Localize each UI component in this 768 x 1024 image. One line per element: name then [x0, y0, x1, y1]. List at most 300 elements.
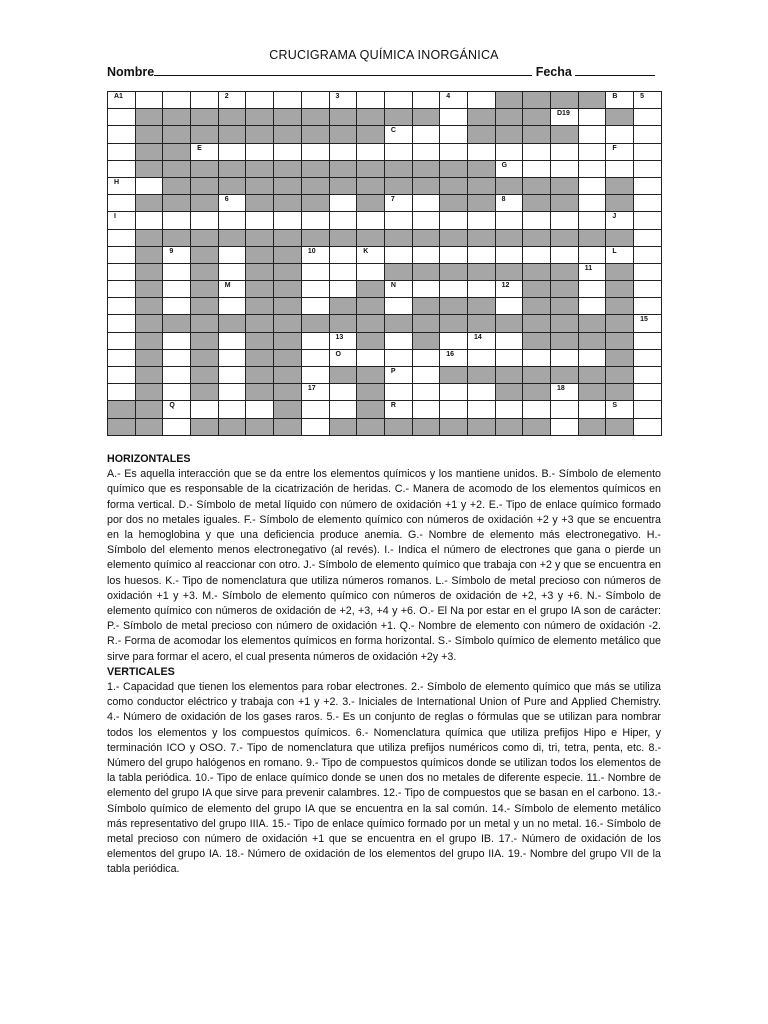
blocked-cell: [495, 109, 523, 126]
answer-cell[interactable]: [218, 246, 246, 263]
answer-cell[interactable]: [329, 332, 357, 349]
answer-cell[interactable]: [578, 109, 606, 126]
answer-cell[interactable]: [440, 401, 468, 418]
answer-cell[interactable]: [440, 212, 468, 229]
answer-cell[interactable]: [467, 349, 495, 366]
answer-cell[interactable]: [108, 126, 136, 143]
answer-cell[interactable]: [163, 384, 191, 401]
clue-number-label: G: [501, 161, 508, 169]
answer-cell[interactable]: [578, 160, 606, 177]
blocked-cell: [440, 315, 468, 332]
answer-cell[interactable]: [108, 109, 136, 126]
answer-cell[interactable]: [634, 263, 662, 280]
answer-cell[interactable]: [246, 92, 274, 109]
clue-number-label: H: [114, 178, 120, 186]
answer-cell[interactable]: [329, 143, 357, 160]
answer-cell[interactable]: [301, 92, 329, 109]
answer-cell[interactable]: [606, 126, 634, 143]
answer-cell[interactable]: [108, 195, 136, 212]
blocked-cell: [246, 109, 274, 126]
answer-cell[interactable]: [163, 418, 191, 435]
answer-cell[interactable]: [467, 143, 495, 160]
answer-cell[interactable]: [606, 401, 634, 418]
blocked-cell: [301, 109, 329, 126]
answer-cell[interactable]: [578, 401, 606, 418]
answer-cell[interactable]: [108, 143, 136, 160]
answer-cell[interactable]: [301, 332, 329, 349]
answer-cell[interactable]: [191, 401, 219, 418]
blocked-cell: [551, 315, 579, 332]
answer-cell[interactable]: [495, 195, 523, 212]
answer-cell[interactable]: [163, 298, 191, 315]
answer-cell[interactable]: [274, 212, 302, 229]
blocked-cell: [440, 195, 468, 212]
answer-cell[interactable]: [412, 195, 440, 212]
answer-cell[interactable]: [634, 367, 662, 384]
blocked-cell: [135, 229, 163, 246]
answer-cell[interactable]: [634, 160, 662, 177]
answer-cell[interactable]: [218, 332, 246, 349]
answer-cell[interactable]: [634, 298, 662, 315]
answer-cell[interactable]: [301, 384, 329, 401]
answer-cell[interactable]: [551, 160, 579, 177]
answer-cell[interactable]: [467, 384, 495, 401]
answer-cell[interactable]: [551, 109, 579, 126]
answer-cell[interactable]: [440, 143, 468, 160]
answer-cell[interactable]: [163, 263, 191, 280]
answer-cell[interactable]: [412, 401, 440, 418]
answer-cell[interactable]: [357, 212, 385, 229]
answer-cell[interactable]: [301, 367, 329, 384]
answer-cell[interactable]: [523, 349, 551, 366]
blocked-cell: [274, 229, 302, 246]
answer-cell[interactable]: [495, 349, 523, 366]
answer-cell[interactable]: [301, 143, 329, 160]
answer-cell[interactable]: [467, 401, 495, 418]
answer-cell[interactable]: [606, 246, 634, 263]
clue-number-label: M: [224, 282, 231, 290]
answer-cell[interactable]: [108, 246, 136, 263]
answer-cell[interactable]: [440, 281, 468, 298]
blocked-cell: [357, 160, 385, 177]
answer-cell[interactable]: [191, 92, 219, 109]
answer-cell[interactable]: [357, 143, 385, 160]
answer-cell[interactable]: [218, 401, 246, 418]
answer-cell[interactable]: [578, 143, 606, 160]
clue-number-label: R: [390, 402, 396, 410]
blocked-cell: [246, 281, 274, 298]
answer-cell[interactable]: [578, 212, 606, 229]
answer-cell[interactable]: [108, 315, 136, 332]
answer-cell[interactable]: [551, 246, 579, 263]
answer-cell[interactable]: [163, 401, 191, 418]
blocked-cell: [191, 332, 219, 349]
blocked-cell: [606, 195, 634, 212]
answer-cell[interactable]: [523, 160, 551, 177]
answer-cell[interactable]: [246, 401, 274, 418]
blocked-cell: [606, 263, 634, 280]
blocked-cell: [467, 418, 495, 435]
answer-cell[interactable]: [384, 332, 412, 349]
answer-cell[interactable]: [412, 367, 440, 384]
grid-row: [108, 315, 662, 332]
answer-cell[interactable]: [412, 92, 440, 109]
grid-row: [108, 126, 662, 143]
answer-cell[interactable]: [634, 281, 662, 298]
answer-cell[interactable]: [218, 195, 246, 212]
blocked-cell: [329, 418, 357, 435]
blocked-cell: [135, 126, 163, 143]
answer-cell[interactable]: [163, 246, 191, 263]
answer-cell[interactable]: [301, 349, 329, 366]
blocked-cell: [467, 229, 495, 246]
vertical-heading: VERTICALES: [107, 665, 175, 678]
answer-cell[interactable]: [329, 212, 357, 229]
answer-cell[interactable]: [606, 92, 634, 109]
answer-cell[interactable]: [495, 212, 523, 229]
page-title: CRUCIGRAMA QUÍMICA INORGÁNICA: [269, 48, 499, 62]
answer-cell[interactable]: [108, 229, 136, 246]
clue-number-label: 4: [446, 93, 451, 100]
answer-cell[interactable]: [218, 384, 246, 401]
answer-cell[interactable]: [634, 246, 662, 263]
answer-cell[interactable]: [329, 246, 357, 263]
blocked-cell: [357, 418, 385, 435]
answer-cell[interactable]: [606, 143, 634, 160]
clue-number-label: D19: [557, 110, 570, 118]
clue-number-label: F: [612, 144, 617, 152]
answer-cell[interactable]: [301, 246, 329, 263]
blocked-cell: [551, 263, 579, 280]
answer-cell[interactable]: [246, 212, 274, 229]
clue-number-label: 8: [501, 196, 506, 204]
grid-row: [108, 229, 662, 246]
clue-number-label: B: [612, 93, 618, 100]
blocked-cell: [357, 332, 385, 349]
answer-cell[interactable]: [440, 384, 468, 401]
answer-cell[interactable]: [578, 281, 606, 298]
blocked-cell: [274, 298, 302, 315]
answer-cell[interactable]: [634, 384, 662, 401]
answer-cell[interactable]: [467, 246, 495, 263]
blocked-cell: [467, 315, 495, 332]
answer-cell[interactable]: [191, 143, 219, 160]
blocked-cell: [495, 263, 523, 280]
answer-cell[interactable]: [108, 384, 136, 401]
grid-row: [108, 160, 662, 177]
answer-cell[interactable]: [357, 349, 385, 366]
answer-cell[interactable]: [551, 418, 579, 435]
blocked-cell: [440, 298, 468, 315]
horizontal-clues: A.- Es aquella interacción que se da entre los elementos químicos y los mantiene unidos. B.- Símbolo de elemento químico que es responsable de la cicatrización de heridas. C.- Manera de acomodo de los elementos químicos en forma vertical. D.- Símbolo de metal líquido con número de oxidación +1 y +2. E.- Tipo de enlace químico formado por dos no metales iguales. F.- Símbolo de elemento químico con números de oxidación +2 y +3 que se encuentra en la hemoglobina y que una deficiencia produce anemia. G.- Nombre de elemento más electronegativo. H.- Símbolo del elemento menos electronegativo (al revés). I.- Indica el número de electrones que gana o pierde un elemento químico al reaccionar con otro. J.- Símbolo de elemento químico que trabaja con +2 y que se encuentra en los huesos. K.- Tipo de nomenclatura que utiliza números romanos. L.- Símbolo de metal precioso con números de oxidación +1 y +3. M.- Símbolo de elemento químico con números de oxidación de +2, +3 y +6. N.- Símbolo de elemento químico con números de oxidación de +2, +3, +4 y +6. O.- El Na por estar en el grupo IA son de carácter: P.- Símbolo de metal precioso con número de oxidación +1. Q.- Nombre de elemento con número de oxidación -2. R.- Forma de acomodar los elementos químicos en forma horizontal. S.- Símbolo químico de elemento metálico que sirve para formar el acero, el cual presenta números de oxidación +2y +3.: [107, 468, 661, 663]
answer-cell[interactable]: [634, 195, 662, 212]
answer-cell[interactable]: [301, 263, 329, 280]
date-field[interactable]: [575, 64, 655, 76]
answer-cell[interactable]: [578, 177, 606, 194]
answer-cell[interactable]: [551, 401, 579, 418]
blocked-cell: [135, 281, 163, 298]
answer-cell[interactable]: [301, 418, 329, 435]
horizontal-heading: HORIZONTALES: [107, 453, 191, 465]
answer-cell[interactable]: [467, 92, 495, 109]
blocked-cell: [606, 281, 634, 298]
answer-cell[interactable]: [578, 263, 606, 280]
answer-cell[interactable]: [634, 401, 662, 418]
clue-number-label: 12: [501, 282, 510, 290]
answer-cell[interactable]: [384, 126, 412, 143]
answer-cell[interactable]: [301, 281, 329, 298]
blocked-cell: [191, 246, 219, 263]
blocked-cell: [191, 315, 219, 332]
answer-cell[interactable]: [274, 143, 302, 160]
answer-cell[interactable]: [412, 384, 440, 401]
answer-cell[interactable]: [412, 281, 440, 298]
answer-cell[interactable]: [495, 143, 523, 160]
answer-cell[interactable]: [163, 92, 191, 109]
answer-cell[interactable]: [384, 384, 412, 401]
answer-cell[interactable]: [384, 298, 412, 315]
clue-number-label: L: [612, 247, 617, 255]
answer-cell[interactable]: [384, 281, 412, 298]
blocked-cell: [329, 367, 357, 384]
crossword-grid: [107, 91, 662, 436]
blocked-cell: [301, 315, 329, 332]
answer-cell[interactable]: [634, 332, 662, 349]
answer-cell[interactable]: [246, 143, 274, 160]
answer-cell[interactable]: [329, 384, 357, 401]
name-date-row: [107, 64, 659, 79]
blocked-cell: [357, 177, 385, 194]
answer-cell[interactable]: [384, 401, 412, 418]
answer-cell[interactable]: [606, 212, 634, 229]
answer-cell[interactable]: [634, 418, 662, 435]
answer-cell[interactable]: [163, 281, 191, 298]
blocked-cell: [606, 109, 634, 126]
answer-cell[interactable]: [108, 367, 136, 384]
answer-cell[interactable]: [440, 246, 468, 263]
answer-cell[interactable]: [108, 281, 136, 298]
answer-cell[interactable]: [218, 212, 246, 229]
answer-cell[interactable]: [108, 349, 136, 366]
answer-cell[interactable]: [384, 349, 412, 366]
answer-cell[interactable]: [578, 195, 606, 212]
answer-cell[interactable]: [634, 315, 662, 332]
clue-number-label: E: [197, 144, 202, 152]
answer-cell[interactable]: [523, 143, 551, 160]
answer-cell[interactable]: [495, 246, 523, 263]
answer-cell[interactable]: [551, 212, 579, 229]
blocked-cell: [495, 367, 523, 384]
answer-cell[interactable]: [634, 92, 662, 109]
blocked-cell: [606, 367, 634, 384]
answer-cell[interactable]: [551, 384, 579, 401]
answer-cell[interactable]: [301, 298, 329, 315]
name-field[interactable]: [154, 64, 532, 76]
blocked-cell: [523, 384, 551, 401]
answer-cell[interactable]: [218, 263, 246, 280]
answer-cell[interactable]: [218, 298, 246, 315]
clue-number-label: 15: [640, 316, 648, 324]
answer-cell[interactable]: [274, 92, 302, 109]
blocked-cell: [163, 315, 191, 332]
clue-number-label: C: [390, 127, 396, 135]
answer-cell[interactable]: [523, 212, 551, 229]
answer-cell[interactable]: [634, 109, 662, 126]
answer-cell[interactable]: [163, 349, 191, 366]
answer-cell[interactable]: [329, 195, 357, 212]
answer-cell[interactable]: [440, 126, 468, 143]
answer-cell[interactable]: [551, 143, 579, 160]
answer-cell[interactable]: [634, 126, 662, 143]
answer-cell[interactable]: [163, 212, 191, 229]
blocked-cell: [578, 92, 606, 109]
answer-cell[interactable]: [384, 246, 412, 263]
answer-cell[interactable]: [384, 143, 412, 160]
answer-cell[interactable]: [384, 92, 412, 109]
answer-cell[interactable]: [218, 143, 246, 160]
answer-cell[interactable]: [218, 349, 246, 366]
grid-row: [108, 401, 662, 418]
answer-cell[interactable]: [578, 246, 606, 263]
blocked-cell: [218, 126, 246, 143]
answer-cell[interactable]: [357, 263, 385, 280]
clue-number-label: 6: [224, 196, 229, 204]
answer-cell[interactable]: [218, 367, 246, 384]
answer-cell[interactable]: [578, 349, 606, 366]
blocked-cell: [440, 177, 468, 194]
blocked-cell: [274, 332, 302, 349]
grid-row: [108, 177, 662, 194]
blocked-cell: [551, 367, 579, 384]
blocked-cell: [329, 229, 357, 246]
answer-cell[interactable]: [440, 92, 468, 109]
blocked-cell: [412, 332, 440, 349]
answer-cell[interactable]: [634, 212, 662, 229]
answer-cell[interactable]: [467, 281, 495, 298]
blocked-cell: [606, 229, 634, 246]
answer-cell[interactable]: [301, 212, 329, 229]
grid-row: [108, 109, 662, 126]
blocked-cell: [274, 418, 302, 435]
answer-cell[interactable]: [412, 349, 440, 366]
blocked-cell: [246, 229, 274, 246]
answer-cell[interactable]: [412, 212, 440, 229]
blocked-cell: [412, 263, 440, 280]
blocked-cell: [467, 263, 495, 280]
blocked-cell: [412, 418, 440, 435]
answer-cell[interactable]: [467, 332, 495, 349]
blocked-cell: [384, 177, 412, 194]
answer-cell[interactable]: [634, 177, 662, 194]
answer-cell[interactable]: [440, 109, 468, 126]
answer-cell[interactable]: [108, 263, 136, 280]
blocked-cell: [523, 281, 551, 298]
blocked-cell: [163, 126, 191, 143]
blocked-cell: [440, 263, 468, 280]
blocked-cell: [357, 315, 385, 332]
answer-cell[interactable]: [163, 367, 191, 384]
answer-cell[interactable]: [108, 177, 136, 194]
answer-cell[interactable]: [108, 160, 136, 177]
answer-cell[interactable]: [191, 212, 219, 229]
answer-cell[interactable]: [440, 349, 468, 366]
answer-cell[interactable]: [495, 401, 523, 418]
answer-cell[interactable]: [495, 332, 523, 349]
answer-cell[interactable]: [440, 332, 468, 349]
answer-cell[interactable]: [523, 246, 551, 263]
answer-cell[interactable]: [135, 92, 163, 109]
blocked-cell: [163, 229, 191, 246]
answer-cell[interactable]: [108, 298, 136, 315]
clue-number-label: S: [612, 402, 618, 410]
answer-cell[interactable]: [135, 177, 163, 194]
answer-cell[interactable]: [578, 126, 606, 143]
grid-row: [108, 281, 662, 298]
answer-cell[interactable]: [329, 281, 357, 298]
answer-cell[interactable]: [523, 401, 551, 418]
answer-cell[interactable]: [384, 212, 412, 229]
answer-cell[interactable]: [634, 229, 662, 246]
answer-cell[interactable]: [634, 143, 662, 160]
answer-cell[interactable]: [329, 349, 357, 366]
blocked-cell: [606, 349, 634, 366]
answer-cell[interactable]: [384, 195, 412, 212]
answer-cell[interactable]: [606, 160, 634, 177]
answer-cell[interactable]: [495, 298, 523, 315]
answer-cell[interactable]: [329, 92, 357, 109]
blocked-cell: [274, 384, 302, 401]
answer-cell[interactable]: [108, 212, 136, 229]
blocked-cell: [606, 332, 634, 349]
answer-cell[interactable]: [163, 332, 191, 349]
answer-cell[interactable]: [218, 92, 246, 109]
blocked-cell: [523, 332, 551, 349]
answer-cell[interactable]: [357, 246, 385, 263]
answer-cell[interactable]: [495, 160, 523, 177]
answer-cell[interactable]: [108, 332, 136, 349]
blocked-cell: [246, 298, 274, 315]
answer-cell[interactable]: [578, 298, 606, 315]
answer-cell[interactable]: [495, 281, 523, 298]
answer-cell[interactable]: [412, 126, 440, 143]
blocked-cell: [440, 229, 468, 246]
blocked-cell: [246, 332, 274, 349]
answer-cell[interactable]: [467, 212, 495, 229]
answer-cell[interactable]: [551, 349, 579, 366]
blocked-cell: [163, 195, 191, 212]
answer-cell[interactable]: [108, 92, 136, 109]
answer-cell[interactable]: [357, 92, 385, 109]
answer-cell[interactable]: [218, 281, 246, 298]
blocked-cell: [135, 143, 163, 160]
answer-cell[interactable]: [301, 401, 329, 418]
blocked-cell: [246, 177, 274, 194]
answer-cell[interactable]: [384, 367, 412, 384]
blocked-cell: [246, 349, 274, 366]
blocked-cell: [412, 109, 440, 126]
answer-cell[interactable]: [412, 143, 440, 160]
blocked-cell: [412, 177, 440, 194]
blocked-cell: [551, 298, 579, 315]
blocked-cell: [274, 349, 302, 366]
answer-cell[interactable]: [135, 212, 163, 229]
answer-cell[interactable]: [329, 263, 357, 280]
answer-cell[interactable]: [329, 401, 357, 418]
blocked-cell: [551, 332, 579, 349]
answer-cell[interactable]: [412, 246, 440, 263]
answer-cell[interactable]: [634, 349, 662, 366]
blocked-cell: [135, 401, 163, 418]
